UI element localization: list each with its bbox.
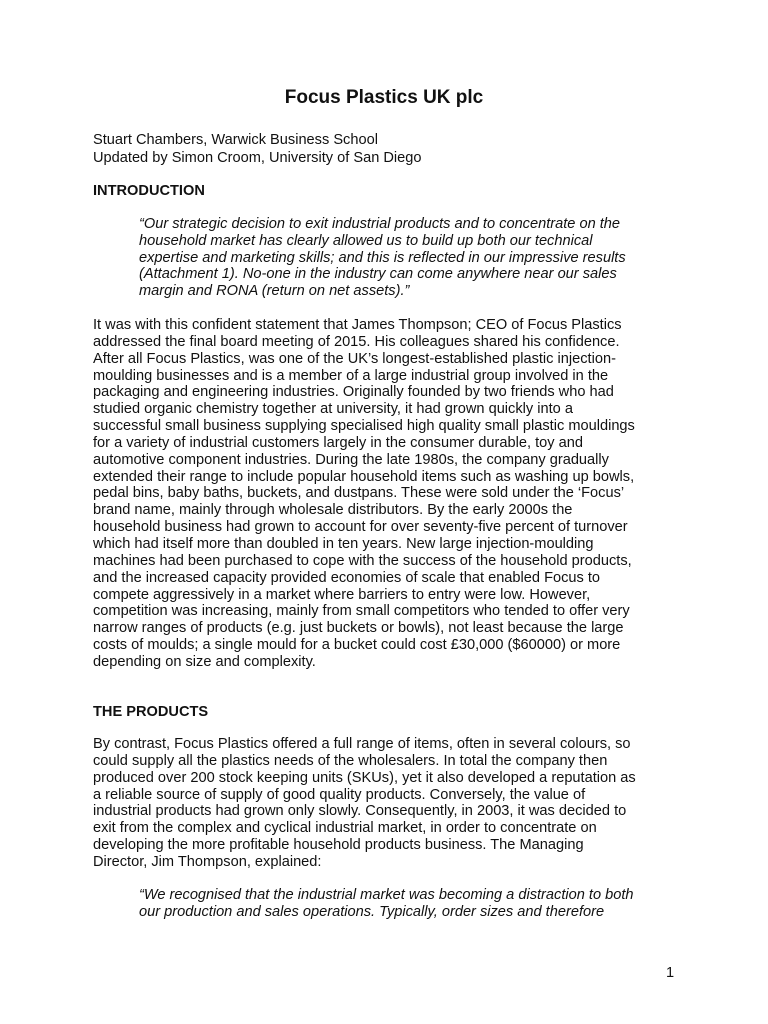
paragraph-line: for a variety of industrial customers largely in the consumer durable, toy and bbox=[93, 434, 583, 451]
paragraph-line: compete aggressively in a market where barriers to entry were low. However, bbox=[93, 586, 591, 603]
paragraph-line: narrow ranges of products (e.g. just buckets or bowls), not least because the large bbox=[93, 620, 624, 637]
paragraph-line: After all Focus Plastics, was one of the UK’s longest-established plastic injection- bbox=[93, 350, 616, 367]
paragraph-line: industrial products had grown only slowly. Consequently, in 2003, it was decided to bbox=[93, 803, 627, 820]
quote-line: expertise and marketing skills; and this is reflected in our impressive results bbox=[139, 249, 626, 266]
paragraph-line: Director, Jim Thompson, explained: bbox=[93, 853, 322, 870]
quote-line: our production and sales operations. Typically, order sizes and therefore bbox=[139, 903, 605, 920]
paragraph-line: addressed the final board meeting of 2015. His colleagues shared his confidence. bbox=[93, 333, 620, 350]
paragraph-line: successful small business supplying specialised high quality small plastic mouldings bbox=[93, 418, 635, 435]
paragraph-line: By contrast, Focus Plastics offered a full range of items, often in several colours, so bbox=[93, 736, 631, 752]
quote-line: household market has clearly allowed us to build up both our technical bbox=[139, 232, 593, 249]
section-heading-introduction: INTRODUCTION bbox=[93, 183, 205, 199]
paragraph-line: extended their range to include popular household items such as washing up bowls, bbox=[93, 468, 635, 485]
paragraph-line: depending on size and complexity. bbox=[93, 653, 316, 670]
quote-line: “Our strategic decision to exit industrial products and to concentrate on the bbox=[139, 216, 621, 232]
author-block bbox=[93, 131, 693, 167]
products-paragraph bbox=[93, 736, 693, 871]
document-title: Focus Plastics UK plc bbox=[284, 87, 484, 108]
paragraph-line: which had itself more than doubled in ten years. New large injection-moulding bbox=[93, 535, 594, 552]
paragraph-line: could supply all the plastics needs of the wholesalers. In total the company then bbox=[93, 752, 608, 769]
paragraph-line: competition was increasing, mainly from small competitors who tended to offer very bbox=[93, 603, 630, 620]
paragraph-line: costs of moulds; a single mould for a bucket could cost £30,000 ($60000) or more bbox=[93, 637, 621, 654]
paragraph-line: machines had been purchased to cope with the success of the household products, bbox=[93, 552, 632, 569]
paragraph-line: packaging and engineering industries. Originally founded by two friends who had bbox=[93, 384, 614, 401]
paragraph-line: pedal bins, baby baths, buckets, and dustpans. These were sold under the ‘Focus’ bbox=[93, 485, 625, 502]
intro-quote bbox=[139, 216, 699, 300]
paragraph-line: exit from the complex and cyclical industrial market, in order to concentrate on bbox=[93, 820, 597, 837]
author-line: Updated by Simon Croom, University of San Diego bbox=[93, 150, 422, 166]
paragraph-line: brand name, mainly through wholesale distributors. By the early 2000s the bbox=[93, 502, 573, 519]
intro-paragraph bbox=[93, 317, 693, 671]
paragraph-line: studied organic chemistry together at university, it had grown quickly into a bbox=[93, 401, 573, 418]
paragraph-line: It was with this confident statement that James Thompson; CEO of Focus Plastics bbox=[93, 317, 622, 333]
paragraph-line: and the increased capacity provided economies of scale that enabled Focus to bbox=[93, 569, 601, 586]
paragraph-line: produced over 200 stock keeping units (SKUs), yet it also developed a reputation as bbox=[93, 769, 636, 786]
paragraph-line: moulding businesses and is a member of a large industrial group involved in the bbox=[93, 367, 609, 384]
quote-line: “We recognised that the industrial market was becoming a distraction to both bbox=[139, 887, 634, 903]
paragraph-line: household business had grown to account for over seventy-five percent of turnover bbox=[93, 519, 628, 536]
author-line: Stuart Chambers, Warwick Business School bbox=[93, 132, 378, 148]
section-heading-products: THE PRODUCTS bbox=[93, 704, 209, 720]
products-quote bbox=[139, 887, 699, 921]
paragraph-line: automotive component industries. During the late 1980s, the company gradually bbox=[93, 451, 609, 468]
paragraph-line: a reliable source of supply of good quality products. Conversely, the value of bbox=[93, 786, 586, 803]
quote-line: margin and RONA (return on net assets).” bbox=[139, 283, 410, 300]
page-number: 1 bbox=[666, 965, 675, 981]
quote-line: (Attachment 1). No-one in the industry can come anywhere near our sales bbox=[139, 266, 617, 283]
paragraph-line: developing the more profitable household products business. The Managing bbox=[93, 837, 584, 854]
